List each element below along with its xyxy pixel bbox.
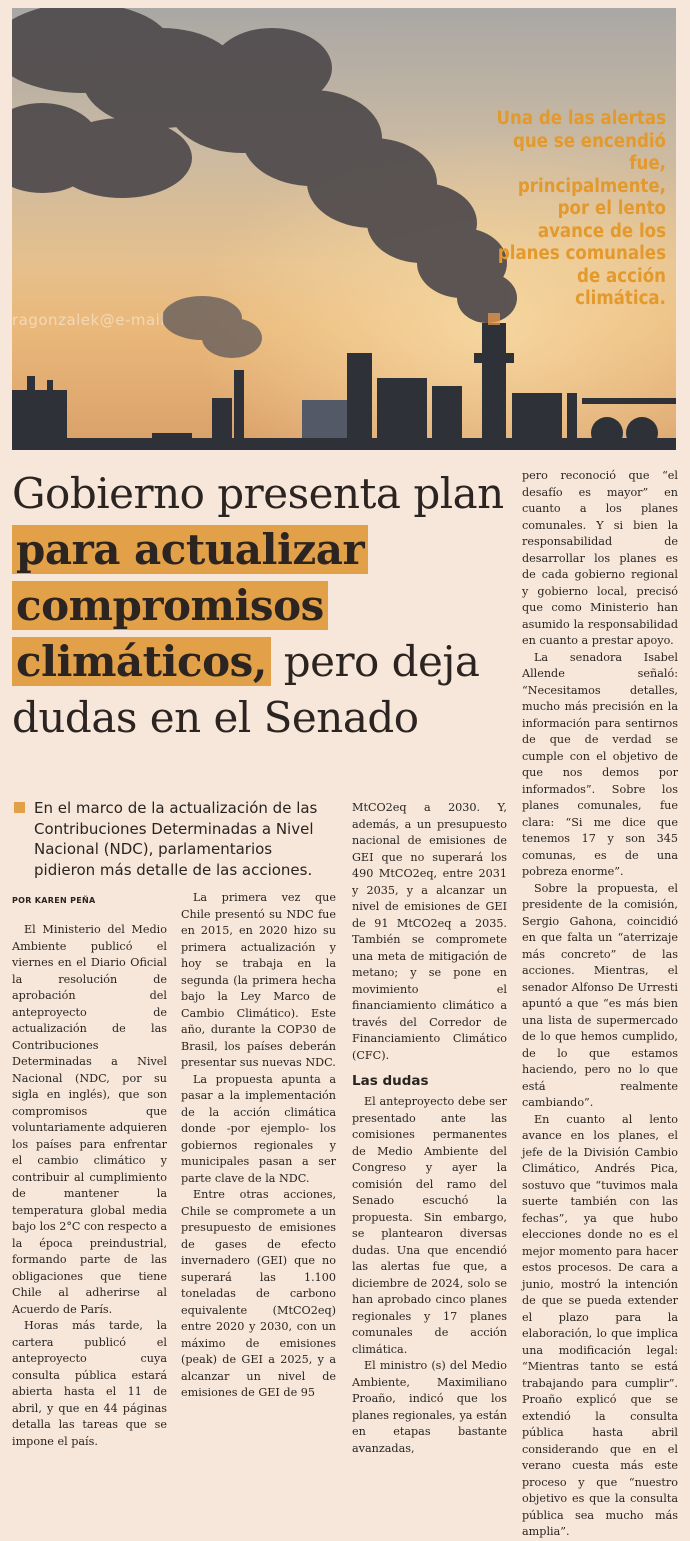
headline-highlight: para actualizar compromisos climáticos, [12, 525, 368, 686]
industrial-smokestack-photo [12, 8, 676, 450]
paragraph: Sobre la propuesta, el presidente de la comisión, Sergio Gahona, coincidió en que falta un “aterrizaje más concreto” de las acciones. Mientras, el senador Alfonso De Urresti apuntó a que “es más bien una lista de supermercado de lo que hemos cumplido, de lo que estamos haciendo, pero no lo que está realmente cambiando”. [522, 881, 678, 1109]
paragraph: MtCO2eq a 2030. Y, además, a un presupuesto nacional de emisiones de GEI que no superará los 490 MtCO2eq, entre 2031 y 2035, y a alcanzar un nivel de emisiones de GEI de 91 MtCO2eq a 2035. También se compromete una meta de mitigación de metano; y se pone en movimiento el financiamiento climático a través del Corredor de Financiamiento Climático (CFC). [352, 801, 507, 1062]
photo-watermark: ragonzalek@e-mail [12, 311, 165, 329]
article-column-4 [522, 468, 678, 1541]
paragraph: La propuesta apunta a pasar a la implementación de la acción climática donde -por ejemplo- los gobiernos regionales y municipales pasan a ser parte clave de la NDC. [181, 1072, 336, 1185]
pull-quote: Una de las alertas que se encendió fue, principalmente, por el lento avance de los planes comunales de acción climática. [496, 108, 666, 309]
article-column-1 [12, 922, 167, 1450]
paragraph: Entre otras acciones, Chile se compromete a un presupuesto de emisiones de gases de efecto invernadero (GEI) que no superará las 1.100 toneladas de carbono equivalente (MtCO2eq) entre 2020 y 2030, con un máximo de emisiones (peak) de GEI a 2025, y a alcanzar un nivel de emisiones de GEI de 95 [181, 1188, 336, 1399]
section-heading: Las dudas [352, 1073, 429, 1089]
paragraph: El Ministerio del Medio Ambiente publicó el viernes en el Diario Oficial la resolución de aprobación del anteproyecto de actualización de las Contribuciones Determinadas a Nivel Nacional (NDC, por su sigla en inglés), que son compromisos que voluntariamente adquieren los países para enfrentar el cambio climático y contribuir al cumplimiento de mantener la temperatura global media bajo los 2°C con respecto a la época preindustrial, formando parte de las obligaciones que tiene Chile al adherirse al Acuerdo de París. [12, 923, 168, 1316]
paragraph: Horas más tarde, la cartera publicó el anteproyecto cuya consulta pública estará abierta hasta el 11 de abril, y que en 44 páginas detalla las tareas que se impone el país. [12, 1319, 167, 1448]
headline [12, 466, 512, 746]
article-column-3 [352, 800, 507, 1457]
headline-part2: pero deja dudas en el Senado [12, 637, 480, 742]
bullet-square-icon [14, 802, 25, 813]
lead-summary [12, 798, 334, 880]
paragraph: El ministro (s) del Medio Ambiente, Maximiliano Proaño, indicó que los planes regionales, ya están en etapas bastante avanzadas, [352, 1359, 507, 1455]
article-column-2 [181, 890, 336, 1402]
lead-text: En el marco de la actualización de las Contribuciones Determinadas a Nivel Nacional (NDC), parlamentarios pidieron más detalle de las acciones. [34, 799, 318, 879]
paragraph: pero reconoció que “el desafío es mayor” en cuanto a los planes comunales. Y si bien la responsabilidad de desarrollar los planes es de cada gobierno regional y gobierno local, precisó que como Ministerio han asumido la responsabilidad en cuanto a prestar apoyo. [522, 469, 678, 647]
headline-part1: Gobierno presenta plan [12, 469, 504, 518]
paragraph: La senadora Isabel Allende señaló: “Necesitamos detalles, mucho más precisión en la información para sentirnos de que de verdad se cumple con el objetivo de que nos demos por informados”. Sobre los planes comunales, fue clara: “Si me dice que tenemos 17 y son 345 comunas, es de una pobreza enorme”. [522, 650, 678, 878]
paragraph: El anteproyecto debe ser presentado ante las comisiones permanentes de Medio Ambiente del Congreso y ayer la comisión del ramo del Senado escuchó la propuesta. Sin embargo, se plantearon diversas dudas. Una que encendió las alertas fue que, a diciembre de 2024, solo se han aprobado cinco planes regionales y 17 planes comunales de acción climática. [352, 1095, 507, 1356]
paragraph: En cuanto al lento avance en los planes, el jefe de la División Cambio Climático, Andrés Pica, sostuvo que “tuvimos mala suerte también con las fechas”, ya que hubo elecciones donde no es el mejor momento para hacer estos procesos. De cara a junio, mostró la intención de que se pueda extender el plazo para la elaboración, lo que implica una modificación legal: “Mientras tanto se está trabajando para cumplir”. Proaño explicó que se extendió la consulta pública hasta abril considerando que en el verano cuesta más este proceso y que “nuestro objetivo es que la consulta pública sea mucho más amplia”. [522, 1112, 678, 1538]
paragraph: La primera vez que Chile presentó su NDC fue en 2015, en 2020 hizo su primera actualización y hoy se trabaja en la segunda (la primera hecha bajo la Ley Marco de Cambio Climático). Este año, durante la COP30 de Brasil, los países deberán presentar sus nuevas NDC. [181, 891, 336, 1069]
byline: POR KAREN PEÑA [12, 896, 96, 905]
